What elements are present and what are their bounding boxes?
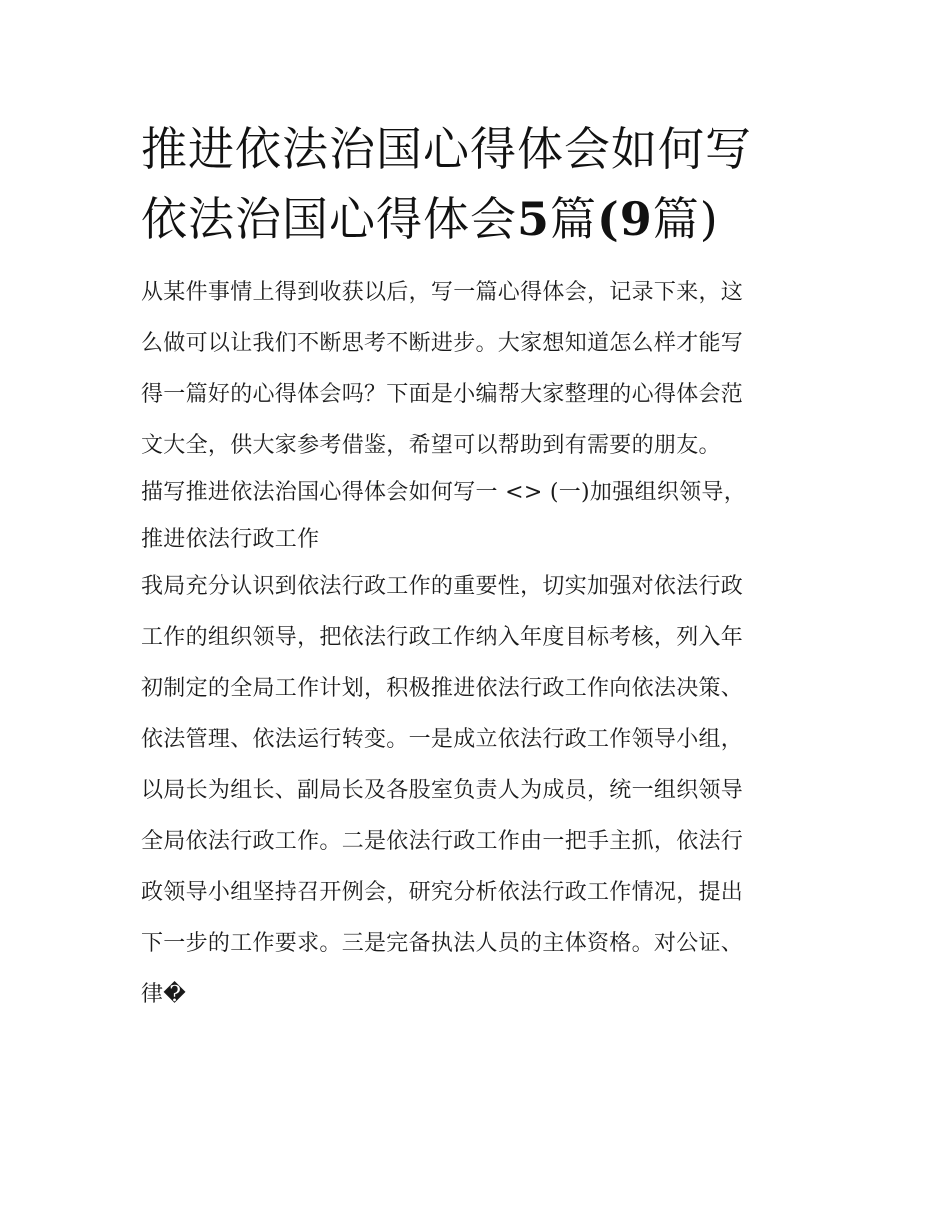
title-line-2 (141, 184, 841, 254)
title-line-2-mid: 篇 (550, 192, 598, 246)
intro-line: 么做可以让我们不断思考不断进步。大家想知道怎么样才能写 (141, 331, 744, 356)
document-title (141, 114, 841, 254)
section-heading (141, 478, 821, 555)
body-line: 下一步的工作要求。三是完备执法人员的主体资格。对公证、 (141, 931, 744, 956)
intro-line: 得一篇好的心得体会吗？下面是小编帮大家整理的心得体会范 (141, 382, 744, 407)
body-line: 律� (141, 982, 187, 1007)
body-line: 政领导小组坚持召开例会，研究分析依法行政工作情况，提出 (141, 880, 744, 905)
body-line: 工作的组织领导，把依法行政工作纳入年度目标考核，列入年 (141, 625, 744, 650)
section-heading-line: 描写推进依法治国心得体会如何写一 <> (一)加强组织领导， (141, 480, 747, 505)
body-line: 以局长为组长、副局长及各股室负责人为成员，统一组织领导 (141, 778, 744, 803)
body-line: 我局充分认识到依法行政工作的重要性，切实加强对依法行政 (141, 574, 744, 599)
title-line-1: 推进依法治国心得体会如何写 (141, 122, 752, 176)
title-line-2-prefix: 依法治国心得体会 (141, 192, 517, 246)
intro-line: 从某件事情上得到收获以后，写一篇心得体会，记录下来，这 (141, 280, 744, 305)
body-line: 全局依法行政工作。二是依法行政工作由一把手主抓，依法行 (141, 829, 744, 854)
body-line: 初制定的全局工作计划，积极推进依法行政工作向依法决策、 (141, 676, 744, 701)
intro-paragraph (141, 278, 821, 461)
body-paragraph (141, 572, 821, 1010)
body-line: 依法管理、依法运行转变。一是成立依法行政工作领导小组， (141, 727, 744, 752)
document-body (141, 278, 821, 1010)
section-heading-line: 推进依法行政工作 (141, 527, 320, 552)
title-line-2-total: (9 (597, 192, 653, 246)
intro-line: 文大全，供大家参考借鉴，希望可以帮助到有需要的朋友。 (141, 433, 721, 458)
title-line-2-count: 5 (517, 192, 551, 246)
title-line-2-suffix: 篇) (652, 192, 719, 246)
